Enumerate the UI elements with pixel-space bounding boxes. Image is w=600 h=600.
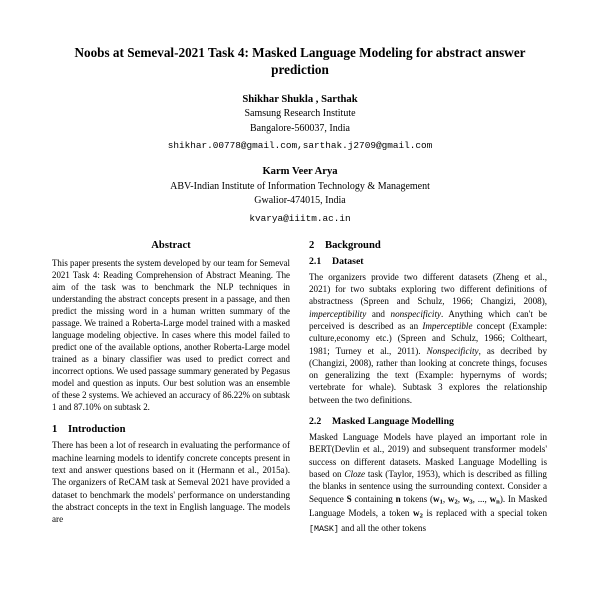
abstract-heading: Abstract: [151, 239, 191, 251]
author-email: kvarya@iiitm.ac.in: [249, 212, 351, 224]
mlm-paragraph: Masked Language Models have played an important role in BERT(Devlin et al., 2019) and subsequent transformer models' success on different datasets. Masked Language Modelling is based on Cloze task (Taylor, 1953), which is described as filling the blanks in sentence using the surrounding context. Consider a Sequence S containing n tokens ($w_1$, $w_2$, $w_3$, ..., $w_n$). In Masked Language Models, a token $w_2$ is replaced with a special token [MASK] and all the other tokens: [309, 432, 548, 534]
section-number: 1: [52, 424, 58, 436]
author-affiliation-line: Samsung Research Institute: [244, 108, 356, 120]
subsection-number: 2.2: [309, 416, 322, 428]
subsection-heading-dataset: [309, 256, 547, 267]
section-heading-introduction: [52, 424, 290, 435]
dataset-paragraph: The organizers provide two different datasets (Zheng et al., 2021) for two subtaks exploring two different definitions of abstractness (Spreen and Schulz, 1966; Changizi, 2008), imperceptibility and nonspecificity. Anything which can't be perceived is described as an Imperceptible concept (Example: culture,economy etc.) (Spreen and Schulz, 1966; Coltheart, 1981; Turney et al., 2011). Nonspecificity, as decribed by (Changizi, 2008), rather than looking at concrete things, focuses on generalizing the text (Example: hypernyms of words; vertebrate for whale). Subtask 3 explores the relationship between the two definitions.: [309, 271, 547, 405]
two-column-body: [52, 240, 548, 540]
page-title: Noobs at Semeval-2021 Task 4: Masked Language Modeling for abstract answer prediction: [74, 45, 526, 78]
author-affiliation-line: Gwalior-474015, India: [254, 195, 346, 207]
author-block-1: [52, 92, 548, 153]
section-heading-background: [309, 240, 547, 251]
author-affiliation-line: ABV-Indian Institute of Information Technology & Management: [170, 180, 430, 192]
author-affiliation-line: Bangalore-560037, India: [250, 122, 350, 134]
subsection-heading-mlm: [309, 416, 547, 427]
introduction-paragraph: There has been a lot of research in evaluating the performance of machine learning models to identify concrete concepts present in text and answer questions based on it (Hermann et al., 2015a). The organizers of ReCAM task at Semeval 2021 have provided a dataset to benchmark the models' performance on understanding the abstract concepts in the text in English language. The models are: [52, 440, 290, 525]
section-number: 2: [309, 239, 315, 251]
author-email: shikhar.00778@gmail.com,sarthak.j2709@gmail.com: [167, 140, 433, 152]
section-title: Background: [325, 239, 381, 251]
subsection-number: 2.1: [309, 255, 322, 267]
author-block-2: [52, 164, 548, 225]
left-column: [52, 240, 290, 540]
subsection-title: Masked Language Modelling: [332, 416, 454, 428]
author-name: Karm Veer Arya: [262, 166, 338, 178]
section-title: Introduction: [68, 424, 126, 436]
subsection-title: Dataset: [332, 255, 364, 267]
abstract-text: This paper presents the system developed by our team for Semeval 2021 Task 4: Reading Comprehension of Abstract Meaning. The aim of the task was to benchmark the NLP techniques in understanding the abstract concepts present in a passage, and then predict the missing word in a human written summary of the passage. We trained a Roberta-Large model trained with a masked language modeling objective. In cases where this model failed to predict one of the available options, another Roberta-Large model trained as a binary classifier was used to predict correct and incorrect options. We used passage summary generated by Pegasus model and question as inputs. Our best solution was an ensemble of these 2 systems. We achieved an accuracy of 86.22% on subtask 1 and 87.10% on subtask 2.: [52, 257, 290, 413]
right-column: [309, 240, 547, 540]
author-name: Shikhar Shukla , Sarthak: [242, 93, 358, 105]
